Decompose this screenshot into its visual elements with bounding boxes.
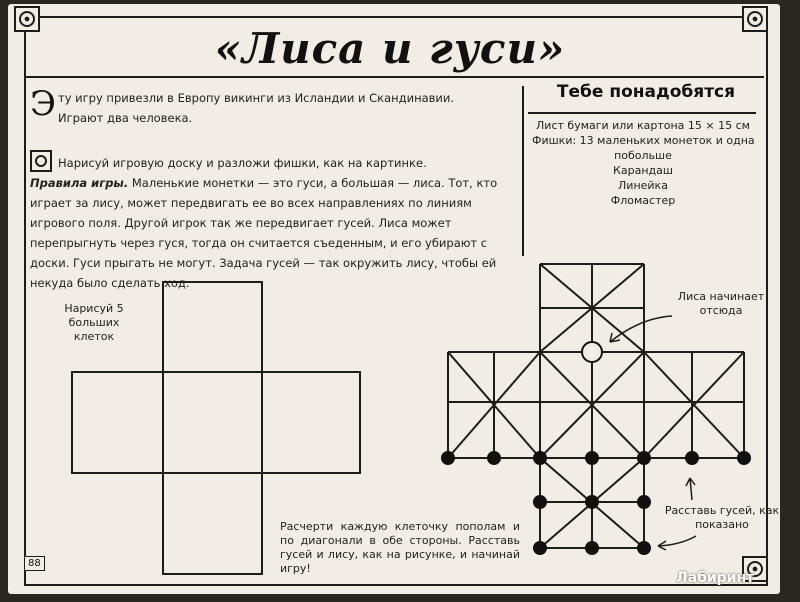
goose-piece	[533, 541, 547, 555]
materials-title: Тебе понадобятся	[556, 82, 736, 102]
watermark-logo: Лабиринт	[676, 570, 755, 586]
intro-text: ту игру привезли в Европу викинги из Исландии и Скандинавии. Играют два человека.	[58, 91, 455, 125]
fox-piece	[582, 342, 602, 362]
label-draw-lines: Расчерти каждую клеточку пополам и по диагонали в обе стороны. Расставь гусей и лису, как на рисунке, и начинай игру!	[280, 520, 520, 575]
goose-piece	[585, 495, 599, 509]
goose-piece	[585, 451, 599, 465]
goose-piece	[533, 451, 547, 465]
label-fox-start: Лиса начинает отсюда	[677, 290, 765, 317]
materials-item: Линейка	[618, 179, 668, 192]
goose-piece	[585, 541, 599, 555]
materials-item: Фломастер	[610, 194, 676, 207]
dropcap-letter: Э	[30, 84, 57, 124]
materials-item: Фишки: 13 маленьких монеток и одна	[532, 134, 755, 147]
fox-arrow	[610, 316, 672, 342]
goose-piece	[737, 451, 751, 465]
materials-item: побольше	[614, 149, 672, 162]
goose-piece	[441, 451, 455, 465]
step-draw-board-text: Нарисуй игровую доску и разложи фишки, как на картинке.	[58, 156, 427, 170]
goose-piece	[637, 495, 651, 509]
label-draw-five-cells: Нарисуй 5 больших клеток	[64, 302, 124, 343]
rules-body: Маленькие монетки — это гуси, а большая — лиса. Тот, кто играет за лису, может передвигать ее во всех направлениях по линиям игрового поля. Другой игрок так же передвигает гусей. Лиса может перепрыгнуть через гуся, тогда он считается съеденным, и его убирают с доски. Гуси прыгать не могут. Задача гусей — так окружить лису, чтобы ей некуда было сделать ход.	[30, 176, 498, 290]
goose-piece	[637, 541, 651, 555]
label-place-geese: Расставь гусей, как показано	[664, 504, 780, 531]
goose-piece	[487, 451, 501, 465]
geese-arrow-bottom	[658, 536, 696, 546]
rules-heading: Правила игры.	[30, 176, 129, 190]
materials-item: Лист бумаги или картона 15 × 15 см	[536, 119, 750, 132]
materials-item: Карандаш	[613, 164, 673, 177]
page-title: «Лиса и гуси»	[214, 24, 566, 73]
goose-piece	[533, 495, 547, 509]
page-number: 88	[24, 556, 45, 571]
goose-piece	[637, 451, 651, 465]
goose-piece	[685, 451, 699, 465]
